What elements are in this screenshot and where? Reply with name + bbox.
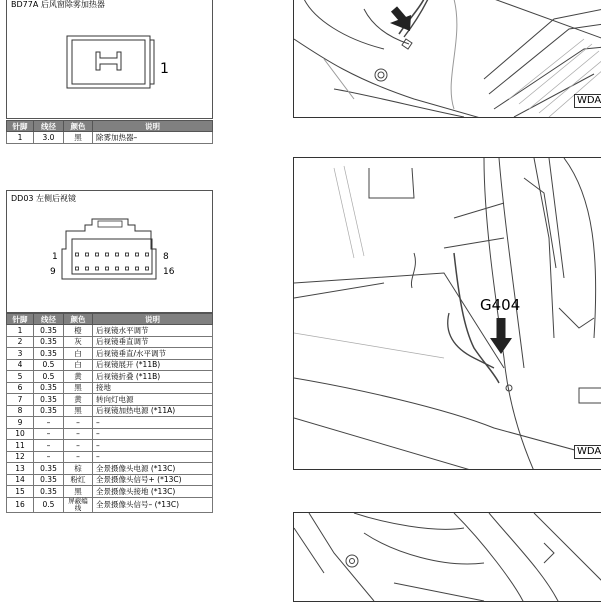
header-pin: 针脚 bbox=[7, 121, 34, 132]
pin-cell: 10 bbox=[7, 428, 34, 440]
description-cell: – bbox=[93, 440, 213, 452]
color-cell: – bbox=[64, 428, 93, 440]
description-cell: 后视镜垂直调节 bbox=[93, 336, 213, 348]
table-row bbox=[7, 440, 213, 452]
header-description: 说明 bbox=[93, 121, 213, 132]
color-cell: 黑 bbox=[64, 132, 93, 144]
pin-cell: 3 bbox=[7, 348, 34, 360]
pin-cell: 16 bbox=[7, 497, 34, 512]
table-row bbox=[7, 474, 213, 486]
table-row bbox=[7, 405, 213, 417]
description-cell: 全景摄像头接地 (*13C) bbox=[93, 486, 213, 498]
gauge-cell: 0.35 bbox=[34, 325, 64, 337]
table-row bbox=[7, 371, 213, 383]
header-description: 说明 bbox=[93, 314, 213, 325]
table-row bbox=[7, 132, 213, 144]
color-cell: 白 bbox=[64, 348, 93, 360]
gauge-cell: 3.0 bbox=[34, 132, 64, 144]
description-cell: – bbox=[93, 428, 213, 440]
pin-cell: 12 bbox=[7, 451, 34, 463]
table-row bbox=[7, 451, 213, 463]
table-row bbox=[7, 348, 213, 360]
color-cell: – bbox=[64, 451, 93, 463]
bd77a-pin-label: 1 bbox=[160, 61, 169, 77]
gauge-cell: – bbox=[34, 451, 64, 463]
color-cell: 橙 bbox=[64, 325, 93, 337]
color-cell: 灰 bbox=[64, 336, 93, 348]
pin-cell: 1 bbox=[7, 132, 34, 144]
photo-top bbox=[293, 0, 601, 118]
pin-cell: 4 bbox=[7, 359, 34, 371]
color-cell: 白 bbox=[64, 359, 93, 371]
color-cell: 黄 bbox=[64, 394, 93, 406]
table-row bbox=[7, 336, 213, 348]
header-color: 颜色 bbox=[64, 314, 93, 325]
description-cell: – bbox=[93, 451, 213, 463]
color-cell: 黑 bbox=[64, 382, 93, 394]
pin-cell: 13 bbox=[7, 463, 34, 475]
pin-cell: 9 bbox=[7, 417, 34, 429]
description-cell: 全景摄像头电源 (*13C) bbox=[93, 463, 213, 475]
gauge-cell: 0.35 bbox=[34, 394, 64, 406]
dd03-pin-label-16: 16 bbox=[163, 267, 175, 277]
description-cell: 后视镜折叠 (*11B) bbox=[93, 371, 213, 383]
color-cell: 屏蔽编线 bbox=[64, 497, 93, 512]
photo-bottom-drawing bbox=[294, 513, 601, 602]
color-cell: – bbox=[64, 417, 93, 429]
gauge-cell: 0.35 bbox=[34, 463, 64, 475]
dd03-pin-label-1: 1 bbox=[52, 252, 58, 262]
photo-bottom bbox=[293, 512, 601, 602]
description-cell: 全景摄像头信号– (*13C) bbox=[93, 497, 213, 512]
table-row bbox=[7, 417, 213, 429]
description-cell: – bbox=[93, 417, 213, 429]
pin-cell: 14 bbox=[7, 474, 34, 486]
table-row bbox=[7, 325, 213, 337]
gauge-cell: – bbox=[34, 417, 64, 429]
bd77a-pin-table bbox=[6, 120, 213, 144]
gauge-cell: – bbox=[34, 428, 64, 440]
gauge-cell: 0.5 bbox=[34, 497, 64, 512]
table-row bbox=[7, 394, 213, 406]
gauge-cell: 0.35 bbox=[34, 348, 64, 360]
gauge-cell: 0.5 bbox=[34, 359, 64, 371]
bd77a-connector-box bbox=[6, 0, 213, 119]
table-row bbox=[7, 497, 213, 512]
description-cell: 接地 bbox=[93, 382, 213, 394]
gauge-cell: 0.35 bbox=[34, 474, 64, 486]
table-row bbox=[7, 486, 213, 498]
pin-cell: 7 bbox=[7, 394, 34, 406]
dd03-title: DD03 左侧后视镜 bbox=[11, 194, 77, 203]
photo-middle-stamp: WDA bbox=[574, 445, 601, 459]
pin-cell: 2 bbox=[7, 336, 34, 348]
color-cell: 棕 bbox=[64, 463, 93, 475]
gauge-cell: – bbox=[34, 440, 64, 452]
gauge-cell: 0.35 bbox=[34, 486, 64, 498]
gauge-cell: 0.35 bbox=[34, 382, 64, 394]
description-cell: 后视镜加热电源 (*11A) bbox=[93, 405, 213, 417]
bd77a-connector-diagram bbox=[7, 0, 214, 120]
dd03-connector-diagram bbox=[7, 191, 214, 314]
dd03-pin-table bbox=[6, 313, 213, 513]
description-cell: 全景摄像头信号+ (*13C) bbox=[93, 474, 213, 486]
ground-point-label: G404 bbox=[480, 296, 521, 314]
pin-cell: 11 bbox=[7, 440, 34, 452]
description-cell: 后视镜水平调节 bbox=[93, 325, 213, 337]
pin-cell: 8 bbox=[7, 405, 34, 417]
description-cell: 除雾加热器– bbox=[93, 132, 213, 144]
gauge-cell: 0.5 bbox=[34, 371, 64, 383]
dd03-pin-label-9: 9 bbox=[50, 267, 56, 277]
header-color: 颜色 bbox=[64, 121, 93, 132]
color-cell: 粉红 bbox=[64, 474, 93, 486]
gauge-cell: 0.35 bbox=[34, 405, 64, 417]
description-cell: 后视镜展开 (*11B) bbox=[93, 359, 213, 371]
pin-cell: 6 bbox=[7, 382, 34, 394]
pin-cell: 1 bbox=[7, 325, 34, 337]
table-row bbox=[7, 428, 213, 440]
dd03-pin-label-8: 8 bbox=[163, 252, 169, 262]
color-cell: 黄 bbox=[64, 371, 93, 383]
description-cell: 后视镜垂直/水平调节 bbox=[93, 348, 213, 360]
table-row bbox=[7, 463, 213, 475]
table-row bbox=[7, 382, 213, 394]
color-cell: – bbox=[64, 440, 93, 452]
color-cell: 黑 bbox=[64, 405, 93, 417]
header-gauge: 线径 bbox=[34, 121, 64, 132]
header-pin: 针脚 bbox=[7, 314, 34, 325]
bd77a-title: BD77A 后风窗除雾加热器 bbox=[11, 0, 105, 9]
photo-top-drawing bbox=[294, 0, 601, 118]
table-row bbox=[7, 359, 213, 371]
description-cell: 转向灯电源 bbox=[93, 394, 213, 406]
pin-cell: 5 bbox=[7, 371, 34, 383]
header-gauge: 线径 bbox=[34, 314, 64, 325]
color-cell: 黑 bbox=[64, 486, 93, 498]
photo-middle bbox=[293, 157, 601, 470]
dd03-connector-box bbox=[6, 190, 213, 313]
pin-cell: 15 bbox=[7, 486, 34, 498]
gauge-cell: 0.35 bbox=[34, 336, 64, 348]
photo-top-stamp: WDA bbox=[574, 94, 601, 108]
photo-middle-drawing bbox=[294, 158, 601, 470]
